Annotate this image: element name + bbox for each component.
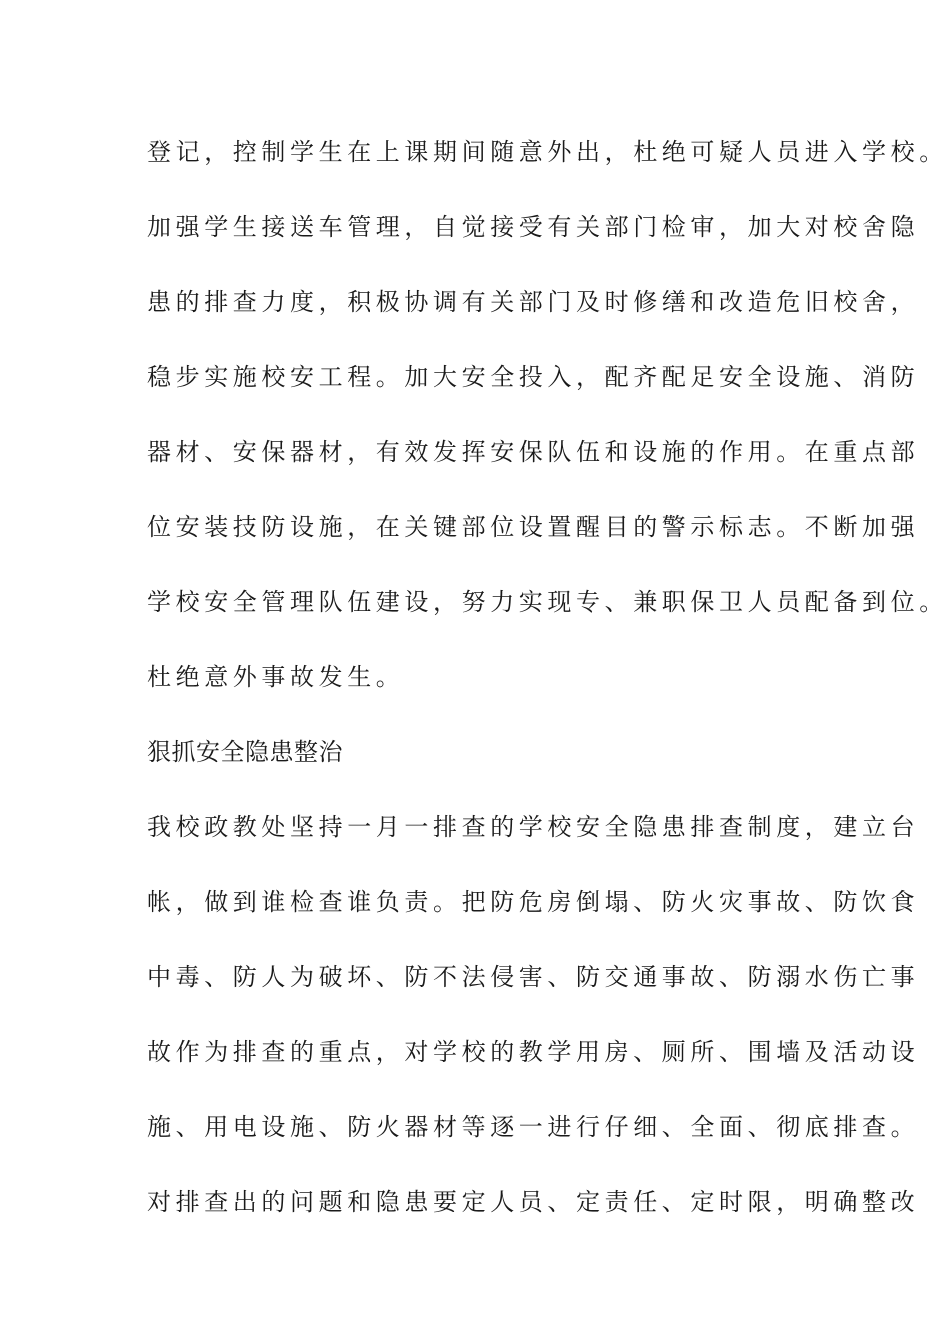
paragraph-line: 位安装技防设施，在关键部位设置醒目的警示标志。不断加强	[147, 513, 920, 541]
paragraph-line: 学校安全管理队伍建设，努力实现专、兼职保卫人员配备到位。	[147, 588, 948, 616]
paragraph-line: 故作为排查的重点，对学校的教学用房、厕所、围墙及活动设	[147, 1038, 920, 1066]
paragraph-line: 我校政教处坚持一月一排查的学校安全隐患排查制度，建立台	[147, 813, 920, 841]
section-heading: 狠抓安全隐患整治	[147, 738, 343, 766]
paragraph-line: 加强学生接送车管理，自觉接受有关部门检审，加大对校舍隐	[147, 213, 920, 241]
paragraph-line: 器材、安保器材，有效发挥安保队伍和设施的作用。在重点部	[147, 438, 920, 466]
paragraph-line: 稳步实施校安工程。加大安全投入，配齐配足安全设施、消防	[147, 363, 920, 391]
paragraph-line: 患的排查力度，积极协调有关部门及时修缮和改造危旧校舍，	[147, 288, 920, 316]
paragraph-line: 登记，控制学生在上课期间随意外出，杜绝可疑人员进入学校。	[147, 138, 948, 166]
paragraph-line: 帐，做到谁检查谁负责。把防危房倒塌、防火灾事故、防饮食	[147, 888, 920, 916]
paragraph-line: 施、用电设施、防火器材等逐一进行仔细、全面、彻底排查。	[147, 1113, 920, 1141]
paragraph-line: 杜绝意外事故发生。	[147, 663, 405, 691]
paragraph-line: 对排查出的问题和隐患要定人员、定责任、定时限，明确整改	[147, 1188, 920, 1216]
paragraph-line: 中毒、防人为破坏、防不法侵害、防交通事故、防溺水伤亡事	[147, 963, 920, 991]
